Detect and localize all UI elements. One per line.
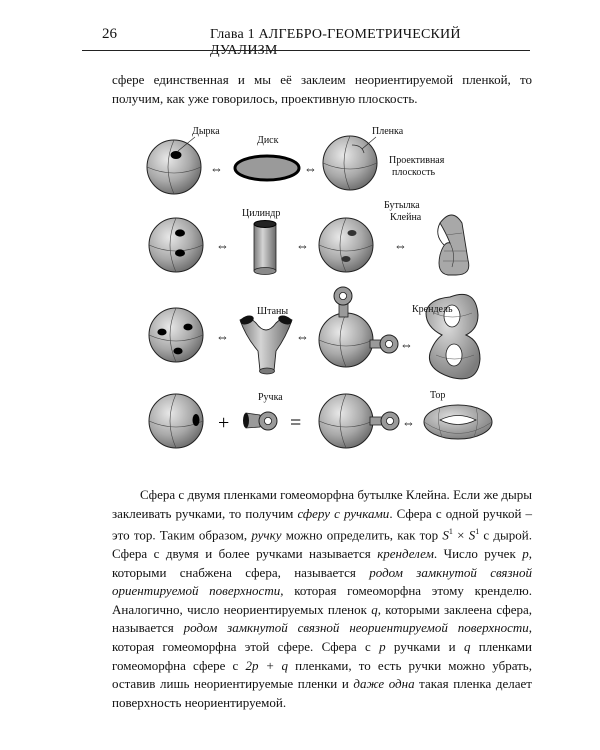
klein-bottle bbox=[438, 215, 469, 275]
plus-sign: + bbox=[218, 412, 230, 434]
chapter-title: Глава 1 АЛГЕБРО-ГЕОМЕТРИЧЕСКИЙ ДУАЛИЗМ bbox=[210, 27, 461, 58]
pants bbox=[239, 314, 293, 374]
sphere-with-hole bbox=[147, 140, 201, 194]
label-klein-bottle: Бутылка bbox=[384, 200, 420, 211]
sphere-with-two-films bbox=[319, 218, 373, 272]
surfaces-figure bbox=[100, 115, 540, 475]
sphere-with-one-handle bbox=[319, 394, 399, 448]
equals-sign: = bbox=[290, 412, 302, 434]
intro-paragraph: сфере единственная и мы её заклеим неориентируемой пленкой, то получим, как уже говорилось, проективную плоскость. bbox=[112, 72, 532, 106]
sphere-with-hole-2 bbox=[149, 394, 203, 448]
label-projective-plane: Проективная bbox=[389, 155, 445, 166]
equiv-arrow-4: ⇔ bbox=[296, 238, 309, 253]
hole-mark bbox=[171, 151, 182, 159]
page-number: 26 bbox=[102, 26, 117, 42]
cylinder bbox=[254, 221, 276, 275]
sphere-with-handles bbox=[319, 287, 398, 367]
genus-formula: 2p + q bbox=[245, 657, 288, 673]
running-header bbox=[82, 22, 530, 58]
label-cylinder: Цилиндр bbox=[242, 208, 281, 219]
equiv-arrow-5: ⇔ bbox=[394, 238, 407, 253]
equiv-arrow-7: ⇔ bbox=[296, 329, 309, 344]
label-handle: Ручка bbox=[258, 392, 283, 403]
equiv-arrow-9: ⇔ bbox=[402, 415, 415, 430]
disk bbox=[235, 156, 299, 180]
equiv-arrow-2: ⇔ bbox=[304, 161, 317, 176]
torus-formula-s: S bbox=[442, 527, 449, 543]
label-film: Пленка bbox=[372, 126, 404, 137]
label-projective-plane-2: плоскость bbox=[392, 167, 435, 178]
equiv-arrow-3: ⇔ bbox=[216, 238, 229, 253]
label-hole: Дырка bbox=[192, 126, 220, 137]
equiv-arrow-6: ⇔ bbox=[216, 329, 229, 344]
label-torus: Тор bbox=[430, 390, 446, 401]
sphere-with-three-holes bbox=[149, 308, 203, 362]
label-pretzel: Крендель bbox=[412, 304, 453, 315]
handle bbox=[243, 412, 277, 430]
body-paragraph bbox=[112, 486, 532, 712]
paragraph-text: Сфера с двумя пленками гомеоморфна бутылке Клейна. Если же дыры заклеивать ручками, то получим сферу с ручками. Сфера с одной ручкой – это тор. Таким образом, ручку можно определить, как тор $S^1 \times S^1$ с дырой. Сфера с двумя и более ручками называется кренделем. Число ручек p, которыми снабжена сфера, называется родом замкнутой связной ориентируемой поверхности, которая гомеоморфна этому кренделю. Аналогично, число неориентируемых пленок q, которыми заклеена сфера, называется родом замкнутой связной неориентируемой поверхности, которая гомеоморфна этой сфере. Сфера с p ручками и q пленками гомеоморфна сфере с 2p + q пленками, то есть ручки можно убрать, оставив лишь неориентируемые пленки и даже одна такая пленка делает поверхность неориентируемой. bbox=[112, 487, 533, 710]
sphere-with-two-holes bbox=[149, 218, 203, 272]
sphere-with-film bbox=[323, 136, 377, 190]
label-pants: Штаны bbox=[257, 306, 289, 317]
label-disk: Диск bbox=[257, 135, 279, 146]
equiv-arrow-1: ⇔ bbox=[210, 161, 223, 176]
label-klein-bottle-2: Клейна bbox=[390, 212, 422, 223]
torus bbox=[424, 405, 492, 439]
equiv-arrow-8: ⇔ bbox=[400, 337, 413, 352]
header-rule bbox=[82, 50, 530, 51]
